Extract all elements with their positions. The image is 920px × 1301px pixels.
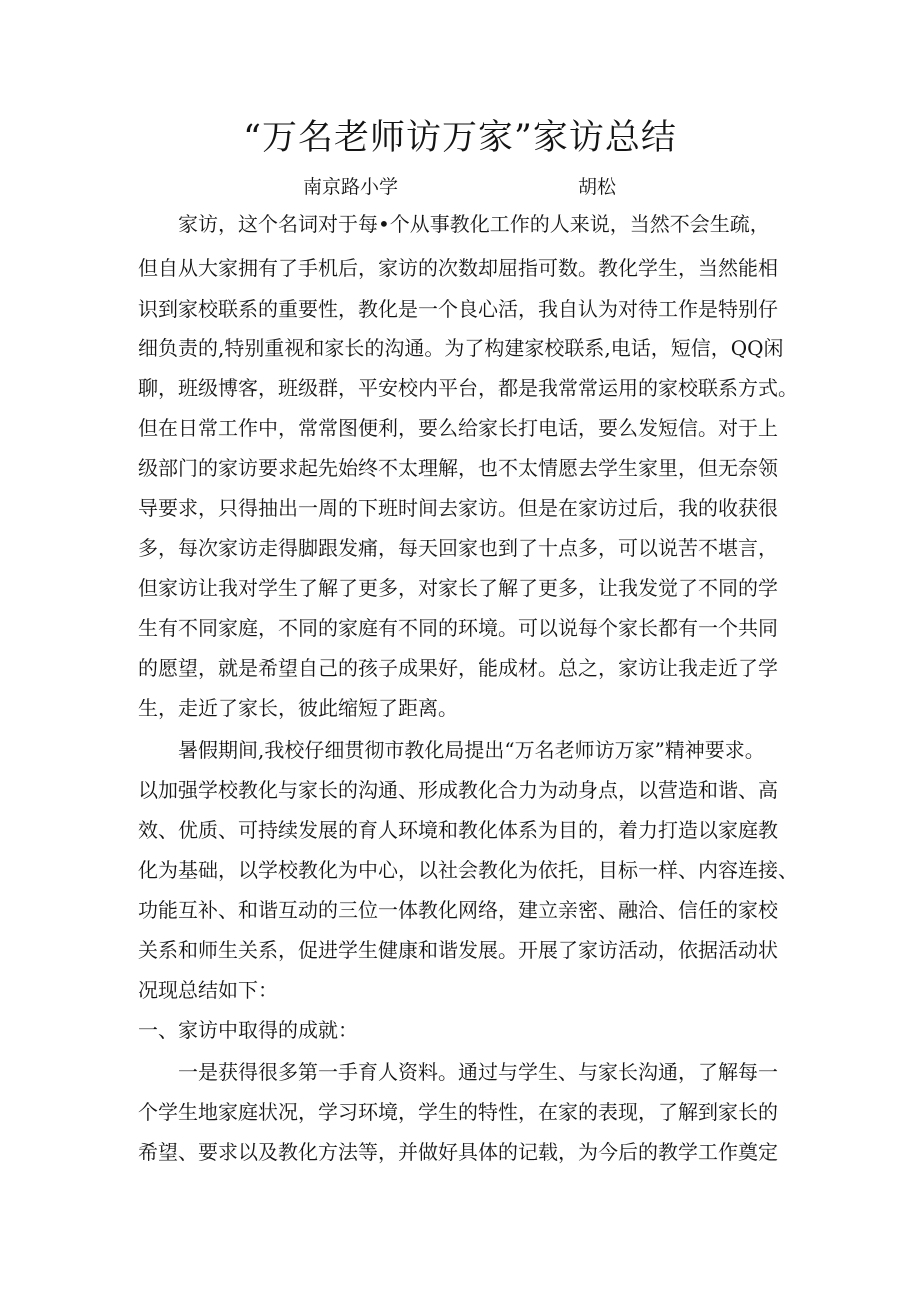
- paragraph-line: 聊，班级博客，班级群，平安校内平台，都是我常常运用的家校联系方式。: [138, 376, 798, 400]
- paragraph-line: 化为基础，以学校教化为中心，以社会教化为依托，目标一样、内容连接、: [138, 858, 798, 882]
- paragraph-line: 识到家校联系的重要性，教化是一个良心活，我自认为对待工作是特别仔: [138, 297, 778, 321]
- paragraph-line: 但自从大家拥有了手机后，家访的次数却屈指可数。教化学生，当然能相: [138, 256, 778, 280]
- paragraph-line: 一是获得很多第一手育人资料。通过与学生、与家长沟通，了解每一: [138, 1060, 778, 1084]
- paragraph-line: 希望、要求以及教化方法等，并做好具体的记载，为今后的教学工作奠定: [138, 1140, 778, 1164]
- document-title: “万名老师访万家”家访总结: [243, 118, 677, 158]
- paragraph-line: 个学生地家庭状况，学习环境，学生的特性，在家的表现，了解到家长的: [138, 1100, 778, 1124]
- paragraph-line: 导要求，只得抽出一周的下班时间去家访。但是在家访过后，我的收获很: [138, 496, 778, 520]
- paragraph-line: 暑假期间,我校仔细贯彻市教化局提出“万名老师访万家”精神要求。: [138, 738, 765, 762]
- paragraph-line: 细负责的,特别重视和家长的沟通。为了构建家校联系,电话，短信，QQ闲: [138, 336, 784, 360]
- paragraph-line: 但在日常工作中，常常图便利，要么给家长打电话，要么发短信。对于上: [138, 416, 778, 440]
- paragraph-line: 功能互补、和谐互动的三位一体教化网络，建立亲密、融洽、信任的家校: [138, 898, 778, 922]
- paragraph-line: 但家访让我对学生了解了更多，对家长了解了更多，让我发觉了不同的学: [138, 576, 778, 600]
- paragraph-line: 况现总结如下：: [138, 978, 278, 1002]
- section-heading: 一、家访中取得的成就：: [138, 1018, 358, 1042]
- school-name: 南京路小学: [303, 176, 399, 198]
- paragraph-line: 的愿望，就是希望自己的孩子成果好，能成材。总之，家访让我走近了学: [138, 656, 778, 680]
- paragraph-line: 生，走近了家长，彼此缩短了距离。: [138, 696, 458, 720]
- paragraph-line: 以加强学校教化与家长的沟通、形成教化合力为动身点，以营造和谐、高: [138, 778, 778, 802]
- paragraph-line: 多，每次家访走得脚跟发痛，每天回家也到了十点多，可以说苦不堪言，: [138, 536, 778, 560]
- author-name: 胡松: [578, 176, 617, 198]
- paragraph-line: 关系和师生关系，促进学生健康和谐发展。开展了家访活动，依据活动状: [138, 938, 778, 962]
- paragraph-line: 效、优质、可持续发展的育人环境和教化体系为目的，着力打造以家庭教: [138, 818, 778, 842]
- paragraph-line: 家访，这个名词对于每•个从事教化工作的人来说，当然不会生疏，: [138, 212, 770, 236]
- paragraph-line: 生有不同家庭，不同的家庭有不同的环境。可以说每个家长都有一个共同: [138, 616, 778, 640]
- paragraph-line: 级部门的家访要求起先始终不太理解，也不太情愿去学生家里，但无奈领: [138, 456, 778, 480]
